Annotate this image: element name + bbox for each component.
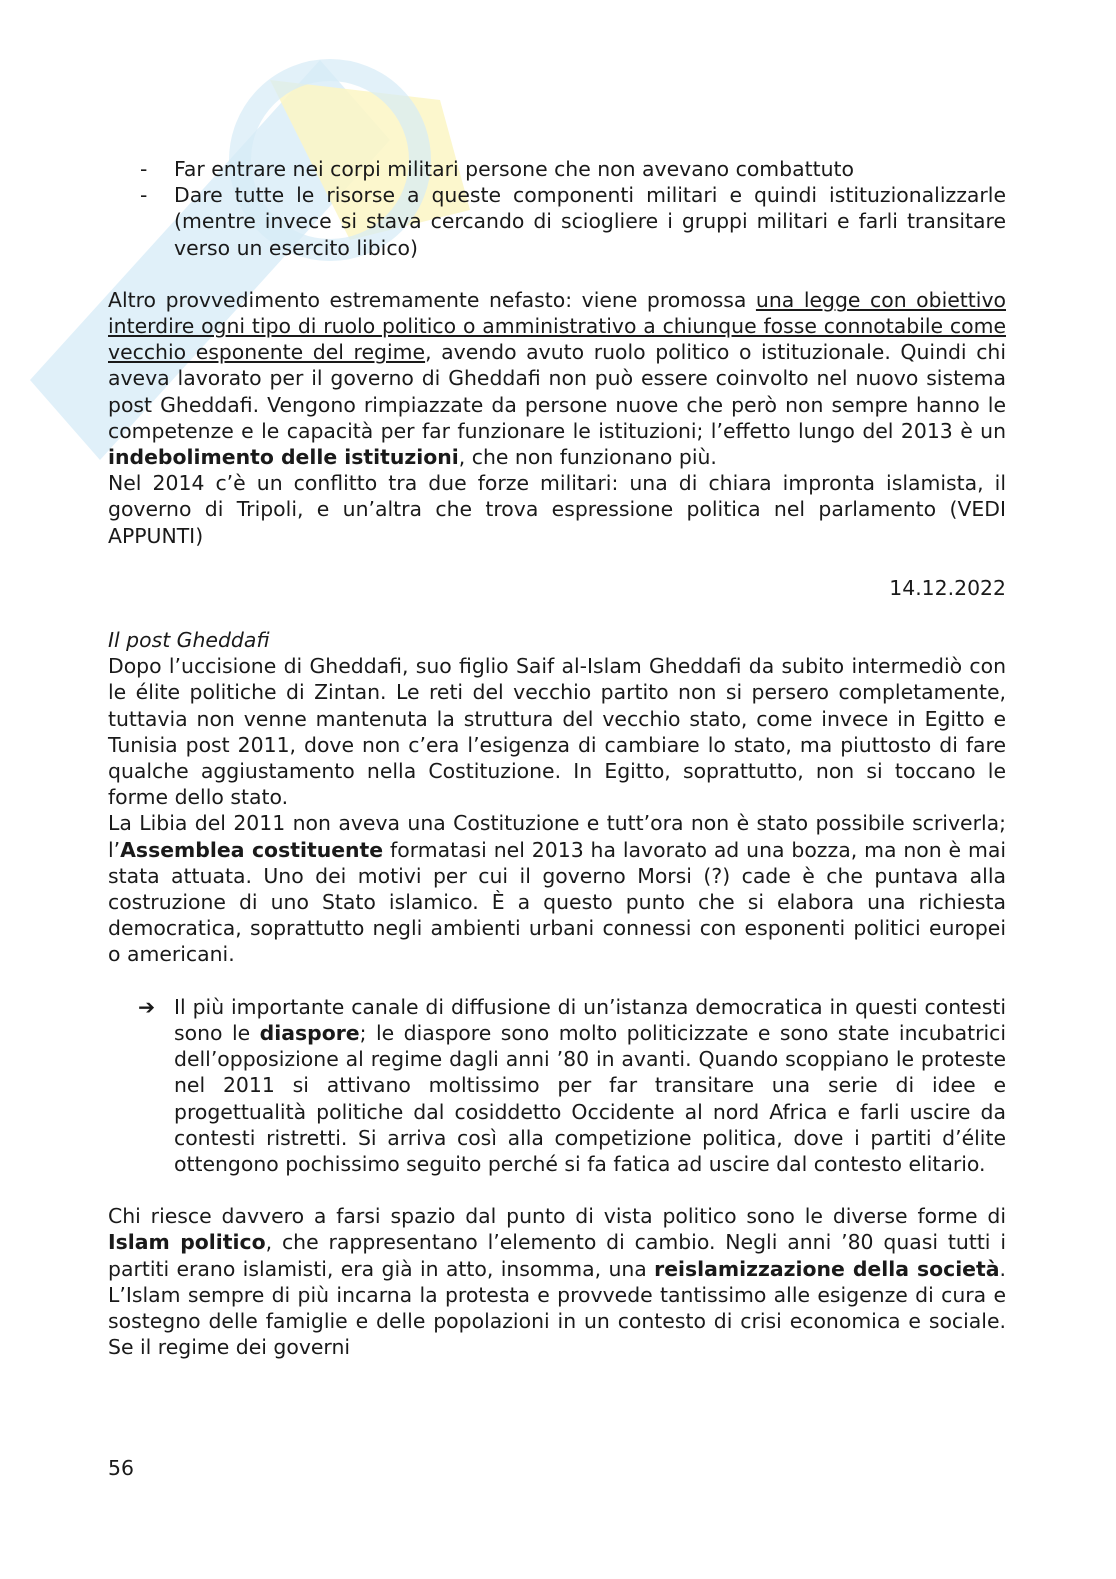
top-dash-list [108, 156, 1006, 261]
arrow-list-item [108, 994, 1006, 1177]
text-run: Altro provvedimento estremamente nefasto: viene promossa [108, 287, 756, 312]
section-title: Il post Gheddafi [108, 628, 270, 653]
dash-marker: - [140, 157, 148, 181]
paragraph-post-gheddafi: Dopo l’uccisione di Gheddafi, suo figlio Saif al-Islam Gheddafi da subito intermediò con le élite politiche di Zintan. Le reti del vecchio partito non si persero completamente, tuttavia non venne mantenuta la struttura del vecchio stato, come invece in Egitto e Tunisia post 2011, dove non c’era l’esigenza di cambiare lo stato, ma piuttosto di fare qualche aggiustamento nella Costituzione. In Egitto, soprattutto, non si toccano le forme dello stato. [108, 654, 1006, 810]
text-run: , che rappresentano l’elemento di cambio. Negli anni ’80 quasi tutti i partiti erano islamisti, era già in atto, insomma, una [108, 1230, 1007, 1281]
paragraph-costituzione [108, 810, 1006, 967]
list-item-text: Far entrare nei corpi militari persone che non avevano combattuto [174, 157, 854, 181]
text-run: La Libia del 2011 non aveva una Costituzione e tutt’ora non è stato possibile scriverla; l’ [108, 811, 1006, 862]
bold-text: indebolimento delle istituzioni [108, 445, 459, 470]
bold-text: Assemblea costituente [120, 837, 384, 862]
bold-text: diaspore [259, 1020, 360, 1045]
text-run: . L’Islam sempre di più incarna la protesta e provvede tantissimo alle esigenze di cura e sostegno delle famiglie e delle popolazioni in un contesto di crisi economica e sociale. Se il regime dei governi [108, 1256, 1007, 1360]
paragraph-islam-politico [108, 1203, 1006, 1360]
date-line: 14.12.2022 [889, 575, 1006, 600]
document-body [108, 156, 1006, 1360]
underlined-text: una legge con obiettivo interdire ogni tipo di ruolo politico o amministrativo a chiunque fosse connotabile come vecchio esponente del regime [108, 287, 1006, 365]
list-item [108, 156, 1006, 182]
text-run: ; le diaspore sono molto politicizzate e sono state incubatrici dell’opposizione al regime dagli anni ’80 in avanti. Quando scoppiano le proteste nel 2011 si attivano moltissimo per far transitare una serie di idee e progettualità politiche dal cosiddetto Occidente al nord Africa e farli uscire da contesti ristretti. Si arriva così alla competizione politica, dove i partiti d’élite ottengono pochissimo seguito perché si fa fatica ad uscire dal contesto elitario. [174, 1020, 1006, 1176]
text-run: , avendo avuto ruolo politico o istituzionale. Quindi chi aveva lavorato per il governo di Gheddafi non può essere coinvolto nel nuovo sistema post Gheddafi. Vengono rimpiazzate da persone nuove che però non sempre hanno le competenze e le capacità per far funzionare le istituzioni; l’effetto lungo del 2013 è un [108, 340, 1006, 443]
list-item [108, 182, 1006, 261]
bold-text: Islam politico [108, 1230, 266, 1255]
paragraph-2014: Nel 2014 c’è un conflitto tra due forze militari: una di chiara impronta islamista, il governo di Tripoli, e un’altra che trova espressione politica nel parlamento (VEDI APPUNTI) [108, 471, 1006, 548]
text-run: Chi riesce davvero a farsi spazio dal punto di vista politico sono le diverse forme di [108, 1204, 1006, 1229]
text-run: formatasi nel 2013 ha lavorato ad una bozza, ma non è mai stata attuata. Uno dei motivi per cui il governo Morsi (?) cade è che puntava alla costruzione di uno Stato islamico. È a questo punto che si elabora una richiesta democratica, soprattutto negli ambienti urbani connessi con esponenti politici europei o americani. [108, 837, 1007, 967]
dash-marker: - [140, 183, 148, 208]
bold-text: reislamizzazione della società [654, 1256, 1000, 1281]
paragraph-provvedimento [108, 287, 1006, 470]
arrow-right-icon: ➔ [138, 994, 156, 1019]
text-run: Il più importante canale di diffusione di un’istanza democratica in questi contesti sono le [174, 994, 1006, 1045]
text-run: , che non funzionano più. [458, 445, 717, 470]
page-number: 56 [108, 1456, 134, 1480]
list-item-text: Dare tutte le risorse a queste componenti militari e quindi istituzionalizzarle (mentre invece si stava cercando di sciogliere i gruppi militari e farli transitare verso un esercito libico) [174, 183, 1006, 260]
